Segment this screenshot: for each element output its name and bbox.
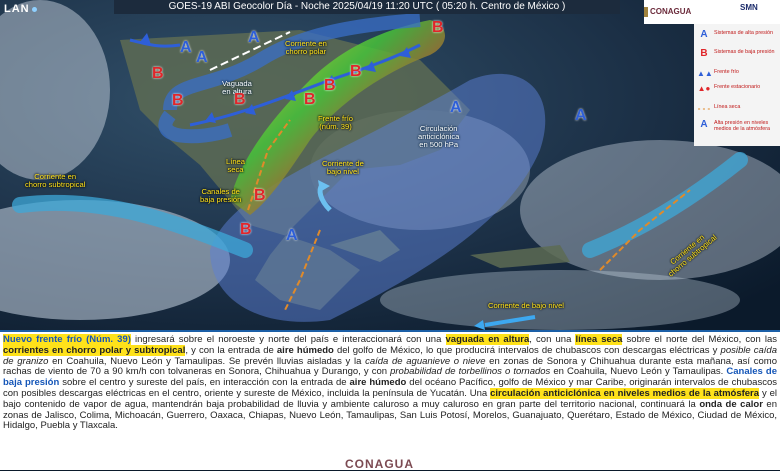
desc-part: aire húmedo — [276, 344, 334, 356]
label-anticyclone: Circulación anticiclónica en 500 hPa — [418, 124, 460, 149]
high-pressure-marker: A — [575, 107, 587, 124]
high-pressure-icon: A — [700, 29, 708, 40]
footer-logo: CONAGUA — [345, 457, 414, 471]
smn-logo: SMN — [740, 3, 758, 12]
high-pressure-marker: A — [450, 99, 462, 116]
desc-part: corrientes en chorro polar y subtropical — [3, 344, 186, 356]
desc-part: ingresará sobre el noroeste y norte del país e interaccionará con una — [130, 334, 446, 345]
desc-part: vaguada en altura — [445, 334, 530, 345]
agency-logos — [644, 0, 780, 24]
conagua-emblem-icon — [644, 7, 648, 17]
low-pressure-marker: B — [432, 19, 444, 36]
desc-part: del golfo de México, lo que producirá intervalos de chubascos con descargas eléctricas y — [333, 344, 721, 356]
desc-part: caída de aguanieve o nieve — [365, 355, 486, 367]
map-legend — [694, 24, 780, 146]
desc-part: probabilidad de torbellinos o tornados — [390, 366, 551, 378]
label-polar-jet: Corriente en chorro polar — [285, 39, 327, 56]
desc-part: circulación anticiclónica en niveles medios de la atmósfera — [490, 387, 760, 399]
label-subtropical-jet-west: Corriente en chorro subtropical — [25, 172, 86, 189]
label-low-level-current-south: Corriente de bajo nivel — [488, 301, 564, 310]
low-pressure-marker: B — [324, 77, 336, 94]
cloud-south — [380, 270, 740, 330]
low-pressure-icon: B — [700, 48, 708, 59]
desc-part: y el bajo contenido de vapor de agua, mantendrán baja probabilidad de lluvia y ambiente caluroso a muy caluroso en gran parte del territorio nacional, continuará la — [3, 387, 777, 410]
desc-part: del océano Pacífico, golfo de México y mar Caribe, originarán intervalos de chubascos con posibles descargas eléctricas en el centro, oriente y sureste de México, incluida la península de Yucatán. Una — [3, 377, 777, 399]
desc-part: aire húmedo — [349, 377, 407, 389]
cold-front-icon: ▲▲ — [697, 69, 713, 78]
dry-line-icon: - - - — [697, 104, 711, 113]
low-pressure-marker: B — [234, 91, 246, 108]
footer — [0, 456, 780, 470]
legend-label: Frente estacionario — [714, 84, 761, 90]
desc-part: onda de calor — [699, 398, 763, 410]
label-cold-front: Frente frío (núm. 39) — [318, 114, 354, 131]
desc-part: Canales de baja presión — [3, 366, 777, 389]
low-pressure-marker: B — [240, 221, 252, 238]
label-dry-line: Línea seca — [226, 157, 246, 174]
image-title: GOES-19 ABI Geocolor Día - Noche 2025/04/19 11:20 UTC ( 05:20 h. Centro de México ) — [114, 0, 620, 14]
legend-label: Frente frío — [714, 69, 739, 75]
mid-level-high-icon: A — [700, 119, 708, 130]
low-pressure-marker: B — [152, 65, 164, 82]
legend-label: Línea seca — [714, 104, 741, 110]
desc-part: posible caída de granizo — [3, 344, 777, 367]
low-pressure-marker: B — [304, 91, 316, 108]
desc-part: en zonas de Sonora y Chihuahua durante esta mañana, así como rachas de viento de 70 a 90 km/h con tolvaneras en Sonora, Chihuahua y Durango, y con — [3, 355, 777, 378]
high-pressure-marker: A — [180, 39, 192, 56]
stationary-front-icon: ▲● — [697, 84, 711, 93]
low-pressure-marker: B — [172, 92, 184, 109]
desc-part: sobre el centro y sureste del país, en interacción con la entrada de — [59, 377, 350, 389]
low-pressure-marker: B — [254, 187, 266, 204]
legend-label: Sistemas de alta presión — [714, 30, 774, 36]
label-low-pressure-channels: Canales de baja presión — [200, 187, 242, 204]
desc-part: línea seca — [575, 334, 623, 345]
high-pressure-marker: A — [286, 227, 298, 244]
label-upper-trough: Vaguada en altura — [222, 79, 252, 96]
desc-part: Nuevo frente frío (Núm. 39) — [3, 334, 131, 345]
legend-label: Alta presión en niveles medios de la atmósfera — [714, 120, 771, 132]
desc-part: en Coahuila, Nuevo León y Tamaulipas. Se prevén lluvias aisladas y la — [48, 355, 366, 367]
satellite-icon — [32, 7, 37, 12]
desc-part: en zonas de Jalisco, Colima, Michoacán, Guerrero, Oaxaca, Chiapas, Nuevo León, Tamaulipas, San Luis Potosí, Morelos, Guanajuato, Querétaro, Estado de México, Ciudad de México, Hidalgo, Puebla y Tlaxcala. — [3, 398, 777, 432]
desc-part: sobre el norte del México, con las — [622, 334, 778, 345]
desc-part: en Coahuila, Nuevo León y Tamaulipas. — [550, 366, 727, 378]
lan-logo: LAN — [4, 3, 37, 15]
forecast-description — [0, 330, 780, 456]
legend-label: Sistemas de baja presión — [714, 49, 775, 55]
high-pressure-marker: A — [248, 29, 260, 46]
label-low-level-current: Corriente de bajo nivel — [322, 159, 364, 176]
desc-part: , con una — [529, 334, 576, 345]
low-pressure-marker: B — [350, 63, 362, 80]
desc-part: , y con la entrada de — [185, 344, 277, 356]
label-subtropical-jet-east: Corriente en chorro subtropical — [666, 232, 719, 279]
high-pressure-marker: A — [196, 49, 208, 66]
conagua-logo: CONAGUA — [650, 7, 692, 16]
